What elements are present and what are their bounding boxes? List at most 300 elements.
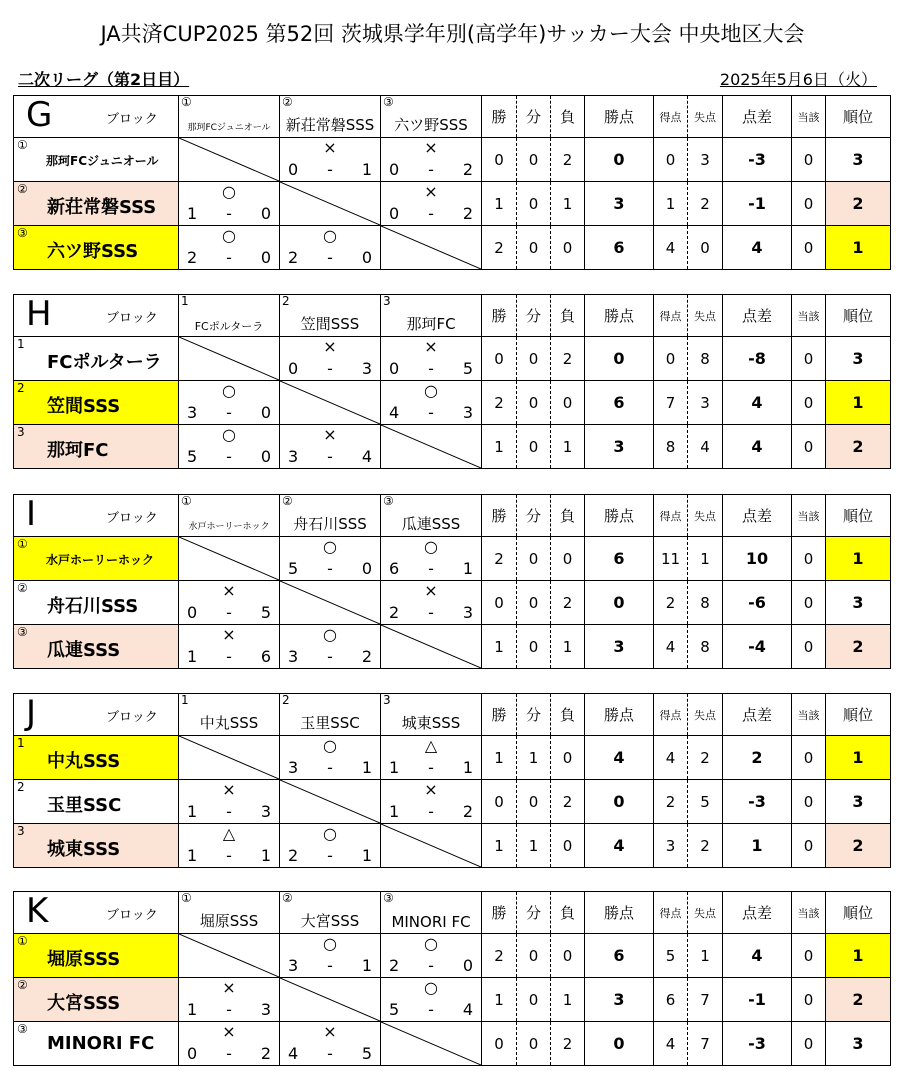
match-result-cell bbox=[179, 381, 280, 425]
goals-left: 0 bbox=[288, 160, 299, 179]
opponent-number: ② bbox=[282, 494, 293, 508]
wins-cell: 0 bbox=[482, 138, 517, 182]
result-mark: ○ bbox=[323, 537, 337, 556]
goals-right: 3 bbox=[260, 802, 271, 821]
wins-cell: 2 bbox=[482, 934, 517, 978]
header-rank: 順位 bbox=[826, 495, 891, 537]
self-match-cell bbox=[381, 226, 482, 270]
match-score bbox=[187, 803, 271, 821]
opponent-name: 中丸SSS bbox=[199, 714, 259, 732]
goals-against-cell: 0 bbox=[688, 226, 723, 270]
opponent-name: 堀原SSS bbox=[199, 912, 259, 930]
score-dash: - bbox=[428, 559, 434, 578]
goal-diff-cell: 4 bbox=[723, 934, 792, 978]
opponent-header-2 bbox=[280, 694, 381, 736]
draws-cell: 0 bbox=[517, 425, 551, 469]
wins-cell: 0 bbox=[482, 1022, 517, 1066]
match-result-cell bbox=[179, 425, 280, 469]
result-mark: × bbox=[222, 780, 236, 799]
team-number: ① bbox=[17, 934, 28, 948]
goals-against-cell: 1 bbox=[688, 934, 723, 978]
score-dash: - bbox=[226, 248, 232, 267]
match-result-cell bbox=[381, 537, 482, 581]
opponent-header-2 bbox=[280, 96, 381, 138]
rank-cell: 2 bbox=[826, 425, 891, 469]
diagonal-line bbox=[280, 978, 380, 1021]
result-mark: × bbox=[323, 138, 337, 157]
self-match-cell bbox=[179, 337, 280, 381]
rank-cell: 2 bbox=[826, 824, 891, 868]
goals-for-cell: 3 bbox=[654, 824, 688, 868]
team-row bbox=[14, 138, 891, 182]
rank-cell: 1 bbox=[826, 736, 891, 780]
wins-cell: 2 bbox=[482, 381, 517, 425]
goals-left: 1 bbox=[187, 647, 198, 666]
block-label-cell bbox=[14, 495, 179, 537]
goals-left: 0 bbox=[389, 204, 400, 223]
self-match-cell bbox=[381, 1022, 482, 1066]
losses-cell: 2 bbox=[551, 138, 585, 182]
opponent-number: ① bbox=[181, 494, 192, 508]
diagonal-line bbox=[381, 625, 481, 668]
team-number: ③ bbox=[17, 1022, 28, 1036]
team-name: 那珂FC bbox=[47, 440, 109, 461]
score-dash: - bbox=[327, 559, 333, 578]
losses-cell: 0 bbox=[551, 736, 585, 780]
block-header-row bbox=[14, 295, 891, 337]
result-mark: ○ bbox=[424, 978, 438, 997]
score-dash: - bbox=[226, 447, 232, 466]
goals-for-cell: 4 bbox=[654, 625, 688, 669]
diagonal-line bbox=[179, 934, 279, 977]
page-title: JA共済CUP2025 第52回 茨城県学年別(高学年)サッカー大会 中央地区大会 bbox=[100, 22, 805, 46]
goals-for-cell: 2 bbox=[654, 780, 688, 824]
goal-diff-cell: -6 bbox=[723, 581, 792, 625]
header-draw: 分 bbox=[517, 495, 551, 537]
relevant-cell: 0 bbox=[792, 182, 826, 226]
self-match-cell bbox=[280, 978, 381, 1022]
opponent-number: 2 bbox=[282, 693, 290, 707]
team-name: 笠間SSS bbox=[47, 396, 121, 417]
points-cell: 3 bbox=[585, 425, 654, 469]
team-number: 1 bbox=[17, 736, 25, 750]
match-score bbox=[389, 205, 473, 223]
score-dash: - bbox=[327, 359, 333, 378]
block-word: ブロック bbox=[106, 710, 158, 725]
points-cell: 0 bbox=[585, 1022, 654, 1066]
match-result-cell bbox=[381, 978, 482, 1022]
match-result-cell bbox=[381, 581, 482, 625]
block-letter: G bbox=[26, 95, 53, 135]
goals-right: 5 bbox=[361, 1044, 372, 1063]
points-cell: 0 bbox=[585, 780, 654, 824]
goal-diff-cell: -3 bbox=[723, 1022, 792, 1066]
match-score bbox=[187, 847, 271, 865]
goals-left: 3 bbox=[288, 447, 299, 466]
goals-right: 0 bbox=[260, 447, 271, 466]
opponent-number: ③ bbox=[383, 95, 394, 109]
match-score bbox=[187, 1001, 271, 1019]
goals-right: 4 bbox=[361, 447, 372, 466]
draws-cell: 1 bbox=[517, 824, 551, 868]
goals-left: 2 bbox=[389, 956, 400, 975]
points-cell: 3 bbox=[585, 182, 654, 226]
relevant-cell: 0 bbox=[792, 138, 826, 182]
goals-left: 0 bbox=[187, 1044, 198, 1063]
match-score bbox=[389, 560, 473, 578]
score-dash: - bbox=[428, 758, 434, 777]
opponent-number: 3 bbox=[383, 294, 391, 308]
match-result-cell bbox=[179, 182, 280, 226]
opponent-number: 1 bbox=[181, 294, 189, 308]
opponent-number: 3 bbox=[383, 693, 391, 707]
wins-cell: 1 bbox=[482, 425, 517, 469]
team-name: 舟石川SSS bbox=[47, 596, 139, 617]
rank-cell: 3 bbox=[826, 581, 891, 625]
header-draw: 分 bbox=[517, 892, 551, 934]
header-relevant: 当該 bbox=[792, 694, 826, 736]
rank-cell: 1 bbox=[826, 226, 891, 270]
goals-left: 0 bbox=[389, 160, 400, 179]
team-name-cell bbox=[14, 824, 179, 868]
goals-right: 0 bbox=[260, 204, 271, 223]
relevant-cell: 0 bbox=[792, 736, 826, 780]
goals-for-cell: 7 bbox=[654, 381, 688, 425]
result-mark: ○ bbox=[222, 182, 236, 201]
opponent-name: 玉里SSC bbox=[300, 714, 360, 732]
goals-against-cell: 2 bbox=[688, 182, 723, 226]
goals-left: 2 bbox=[389, 603, 400, 622]
diagonal-line bbox=[179, 736, 279, 779]
result-mark: △ bbox=[424, 736, 438, 755]
team-name-cell bbox=[14, 138, 179, 182]
block-word: ブロック bbox=[106, 511, 158, 526]
match-result-cell bbox=[280, 425, 381, 469]
header-loss: 負 bbox=[551, 495, 585, 537]
opponent-header-1 bbox=[179, 892, 280, 934]
result-mark: ○ bbox=[323, 824, 337, 843]
team-row bbox=[14, 625, 891, 669]
header-goals-for: 得点 bbox=[654, 892, 688, 934]
match-result-cell bbox=[280, 226, 381, 270]
goals-for-cell: 4 bbox=[654, 1022, 688, 1066]
match-result-cell bbox=[381, 337, 482, 381]
goals-against-cell: 1 bbox=[688, 537, 723, 581]
match-score bbox=[288, 957, 372, 975]
goals-left: 3 bbox=[288, 647, 299, 666]
score-dash: - bbox=[226, 846, 232, 865]
header-points: 勝点 bbox=[585, 295, 654, 337]
goals-right: 4 bbox=[462, 1000, 473, 1019]
team-number: 1 bbox=[17, 337, 25, 351]
opponent-number: ① bbox=[181, 95, 192, 109]
result-mark: ○ bbox=[323, 226, 337, 245]
self-match-cell bbox=[179, 138, 280, 182]
opponent-header-3 bbox=[381, 694, 482, 736]
opponent-header-1 bbox=[179, 694, 280, 736]
diagonal-line bbox=[280, 182, 380, 225]
relevant-cell: 0 bbox=[792, 537, 826, 581]
team-name-cell bbox=[14, 1022, 179, 1066]
score-dash: - bbox=[226, 1000, 232, 1019]
relevant-cell: 0 bbox=[792, 337, 826, 381]
relevant-cell: 0 bbox=[792, 780, 826, 824]
opponent-header-3 bbox=[381, 892, 482, 934]
header-points: 勝点 bbox=[585, 892, 654, 934]
goals-left: 2 bbox=[288, 846, 299, 865]
goals-against-cell: 2 bbox=[688, 736, 723, 780]
match-score bbox=[288, 560, 372, 578]
match-score bbox=[389, 161, 473, 179]
goals-against-cell: 3 bbox=[688, 138, 723, 182]
result-mark: × bbox=[222, 625, 236, 644]
wins-cell: 0 bbox=[482, 581, 517, 625]
opponent-header-1 bbox=[179, 495, 280, 537]
header-goals-for: 得点 bbox=[654, 295, 688, 337]
goals-right: 1 bbox=[361, 160, 372, 179]
goals-against-cell: 8 bbox=[688, 581, 723, 625]
goal-diff-cell: 4 bbox=[723, 226, 792, 270]
goals-right: 5 bbox=[260, 603, 271, 622]
rank-cell: 1 bbox=[826, 934, 891, 978]
goals-left: 3 bbox=[187, 403, 198, 422]
team-row bbox=[14, 1022, 891, 1066]
block-letter: K bbox=[26, 891, 49, 931]
goal-diff-cell: -8 bbox=[723, 337, 792, 381]
team-name-cell bbox=[14, 978, 179, 1022]
result-mark: × bbox=[222, 978, 236, 997]
self-match-cell bbox=[381, 425, 482, 469]
header-goal-diff: 点差 bbox=[723, 694, 792, 736]
draws-cell: 0 bbox=[517, 780, 551, 824]
losses-cell: 1 bbox=[551, 182, 585, 226]
points-cell: 4 bbox=[585, 736, 654, 780]
block-letter: H bbox=[26, 294, 52, 334]
score-dash: - bbox=[428, 1000, 434, 1019]
goals-right: 6 bbox=[260, 647, 271, 666]
opponent-name: MINORI FC bbox=[391, 913, 471, 931]
block-table-j bbox=[13, 693, 891, 868]
relevant-cell: 0 bbox=[792, 934, 826, 978]
draws-cell: 0 bbox=[517, 581, 551, 625]
goals-left: 1 bbox=[187, 1000, 198, 1019]
goals-right: 2 bbox=[361, 647, 372, 666]
losses-cell: 0 bbox=[551, 934, 585, 978]
rank-cell: 3 bbox=[826, 337, 891, 381]
team-name: 水戸ホーリーホック bbox=[46, 553, 155, 567]
team-name-cell bbox=[14, 425, 179, 469]
losses-cell: 0 bbox=[551, 226, 585, 270]
header-goal-diff: 点差 bbox=[723, 295, 792, 337]
points-cell: 3 bbox=[585, 625, 654, 669]
goals-left: 5 bbox=[187, 447, 198, 466]
team-name-cell bbox=[14, 337, 179, 381]
goals-left: 2 bbox=[187, 248, 198, 267]
goals-left: 1 bbox=[389, 802, 400, 821]
header-points: 勝点 bbox=[585, 96, 654, 138]
opponent-header-1 bbox=[179, 295, 280, 337]
team-number: 2 bbox=[17, 780, 25, 794]
team-row bbox=[14, 337, 891, 381]
wins-cell: 1 bbox=[482, 824, 517, 868]
losses-cell: 1 bbox=[551, 425, 585, 469]
goals-for-cell: 11 bbox=[654, 537, 688, 581]
goal-diff-cell: -4 bbox=[723, 625, 792, 669]
block-letter: J bbox=[26, 693, 37, 733]
rank-cell: 2 bbox=[826, 625, 891, 669]
score-dash: - bbox=[327, 758, 333, 777]
rank-cell: 1 bbox=[826, 537, 891, 581]
block-table-h bbox=[13, 294, 891, 469]
team-name: 堀原SSS bbox=[47, 949, 121, 970]
losses-cell: 0 bbox=[551, 824, 585, 868]
goals-against-cell: 2 bbox=[688, 824, 723, 868]
match-score bbox=[389, 404, 473, 422]
result-mark: × bbox=[424, 337, 438, 356]
opponent-name: 城東SSS bbox=[401, 714, 461, 732]
draws-cell: 0 bbox=[517, 138, 551, 182]
team-name: 城東SSS bbox=[47, 839, 121, 860]
block-header-row bbox=[14, 96, 891, 138]
score-dash: - bbox=[428, 160, 434, 179]
goals-left: 1 bbox=[389, 758, 400, 777]
goals-right: 2 bbox=[462, 802, 473, 821]
relevant-cell: 0 bbox=[792, 1022, 826, 1066]
goals-against-cell: 4 bbox=[688, 425, 723, 469]
match-score bbox=[288, 249, 372, 267]
goals-for-cell: 4 bbox=[654, 226, 688, 270]
match-score bbox=[288, 648, 372, 666]
points-cell: 6 bbox=[585, 381, 654, 425]
result-mark: ○ bbox=[424, 381, 438, 400]
losses-cell: 2 bbox=[551, 1022, 585, 1066]
match-score bbox=[288, 847, 372, 865]
goals-against-cell: 7 bbox=[688, 1022, 723, 1066]
match-result-cell bbox=[179, 824, 280, 868]
team-number: 3 bbox=[17, 425, 25, 439]
diagonal-line bbox=[381, 1022, 481, 1065]
block-label-cell bbox=[14, 892, 179, 934]
header-loss: 負 bbox=[551, 96, 585, 138]
result-mark: × bbox=[222, 581, 236, 600]
block-table-k bbox=[13, 891, 891, 1066]
opponent-name: 那珂FC bbox=[406, 315, 456, 333]
score-dash: - bbox=[327, 846, 333, 865]
block-header-row bbox=[14, 892, 891, 934]
result-mark: ○ bbox=[424, 537, 438, 556]
team-name-cell bbox=[14, 625, 179, 669]
result-mark: ○ bbox=[323, 736, 337, 755]
draws-cell: 0 bbox=[517, 337, 551, 381]
match-result-cell bbox=[179, 581, 280, 625]
draws-cell: 0 bbox=[517, 537, 551, 581]
goals-right: 2 bbox=[462, 160, 473, 179]
block-word: ブロック bbox=[106, 908, 158, 923]
losses-cell: 0 bbox=[551, 537, 585, 581]
self-match-cell bbox=[280, 381, 381, 425]
diagonal-line bbox=[280, 780, 380, 823]
relevant-cell: 0 bbox=[792, 381, 826, 425]
goal-diff-cell: -1 bbox=[723, 182, 792, 226]
wins-cell: 2 bbox=[482, 537, 517, 581]
result-mark: △ bbox=[222, 824, 236, 843]
score-dash: - bbox=[327, 248, 333, 267]
opponent-number: ② bbox=[282, 95, 293, 109]
goals-right: 0 bbox=[361, 559, 372, 578]
points-cell: 0 bbox=[585, 581, 654, 625]
match-score bbox=[389, 759, 473, 777]
wins-cell: 2 bbox=[482, 226, 517, 270]
score-dash: - bbox=[428, 204, 434, 223]
score-dash: - bbox=[428, 956, 434, 975]
header-relevant: 当該 bbox=[792, 96, 826, 138]
draws-cell: 0 bbox=[517, 934, 551, 978]
self-match-cell bbox=[280, 182, 381, 226]
team-row bbox=[14, 425, 891, 469]
header-draw: 分 bbox=[517, 694, 551, 736]
team-row bbox=[14, 978, 891, 1022]
losses-cell: 2 bbox=[551, 780, 585, 824]
relevant-cell: 0 bbox=[792, 581, 826, 625]
header-goal-diff: 点差 bbox=[723, 892, 792, 934]
team-name: 瓜連SSS bbox=[47, 640, 121, 661]
team-name-cell bbox=[14, 381, 179, 425]
goals-for-cell: 0 bbox=[654, 337, 688, 381]
team-name-cell bbox=[14, 226, 179, 270]
match-result-cell bbox=[381, 736, 482, 780]
match-score bbox=[389, 803, 473, 821]
match-score bbox=[288, 161, 372, 179]
header-win: 勝 bbox=[482, 495, 517, 537]
diagonal-line bbox=[179, 138, 279, 181]
match-score bbox=[288, 1045, 372, 1063]
team-name: 大宮SSS bbox=[47, 993, 121, 1014]
team-row bbox=[14, 736, 891, 780]
goals-right: 2 bbox=[260, 1044, 271, 1063]
team-number: ② bbox=[17, 182, 28, 196]
header-goals-against: 失点 bbox=[688, 892, 723, 934]
header-draw: 分 bbox=[517, 295, 551, 337]
header-goal-diff: 点差 bbox=[723, 96, 792, 138]
goals-against-cell: 7 bbox=[688, 978, 723, 1022]
relevant-cell: 0 bbox=[792, 978, 826, 1022]
goals-against-cell: 8 bbox=[688, 625, 723, 669]
diagonal-line bbox=[381, 824, 481, 867]
opponent-header-2 bbox=[280, 295, 381, 337]
match-score bbox=[389, 360, 473, 378]
match-score bbox=[288, 360, 372, 378]
diagonal-line bbox=[280, 581, 380, 624]
opponent-number: 1 bbox=[181, 693, 189, 707]
team-number: ② bbox=[17, 978, 28, 992]
wins-cell: 1 bbox=[482, 736, 517, 780]
goals-against-cell: 3 bbox=[688, 381, 723, 425]
goals-right: 0 bbox=[462, 956, 473, 975]
opponent-number: ② bbox=[282, 891, 293, 905]
goals-left: 6 bbox=[389, 559, 400, 578]
opponent-name: 舟石川SSS bbox=[293, 515, 367, 533]
header-points: 勝点 bbox=[585, 495, 654, 537]
goal-diff-cell: 10 bbox=[723, 537, 792, 581]
header-goals-against: 失点 bbox=[688, 295, 723, 337]
goals-right: 3 bbox=[462, 603, 473, 622]
goal-diff-cell: -1 bbox=[723, 978, 792, 1022]
draws-cell: 0 bbox=[517, 625, 551, 669]
opponent-name: 水戸ホーリーホック bbox=[188, 522, 270, 532]
header-goals-for: 得点 bbox=[654, 694, 688, 736]
wins-cell: 1 bbox=[482, 978, 517, 1022]
team-row bbox=[14, 226, 891, 270]
